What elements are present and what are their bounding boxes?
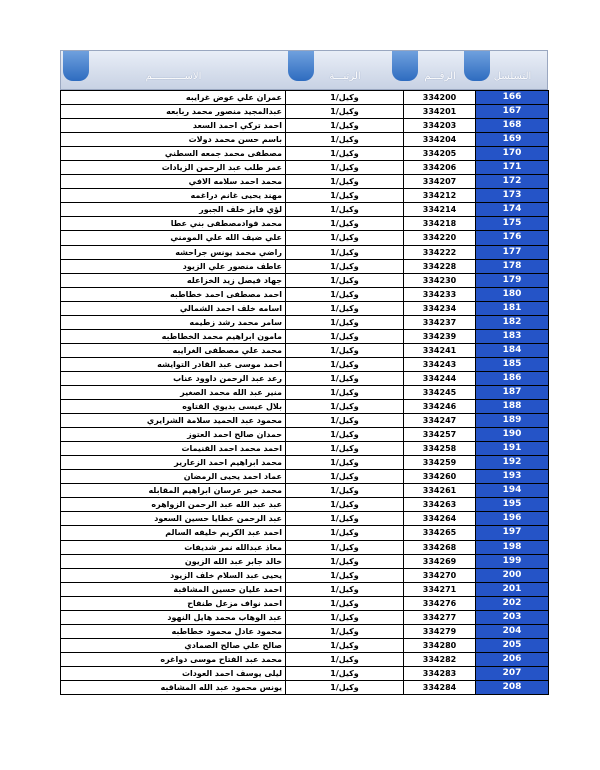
table-header (60, 50, 548, 90)
rank-cell: وكيل/1 (286, 498, 404, 512)
table-row (61, 273, 549, 287)
name-cell: محمد ابراهيم احمد الزعارير (61, 456, 286, 470)
table-row (61, 470, 549, 484)
number-cell: 334207 (404, 175, 476, 189)
table-row (61, 680, 549, 694)
table-row (61, 624, 549, 638)
number-cell: 334277 (404, 610, 476, 624)
number-cell: 334244 (404, 371, 476, 385)
serial-cell: 187 (476, 385, 549, 399)
rank-cell: وكيل/1 (286, 624, 404, 638)
number-cell: 334283 (404, 666, 476, 680)
table-row (61, 343, 549, 357)
serial-cell: 174 (476, 203, 549, 217)
rank-cell: وكيل/1 (286, 119, 404, 133)
roster-table (60, 90, 549, 695)
serial-cell: 191 (476, 442, 549, 456)
table-row (61, 329, 549, 343)
table-row (61, 357, 549, 371)
rank-cell: وكيل/1 (286, 442, 404, 456)
rank-cell: وكيل/1 (286, 666, 404, 680)
number-cell: 334257 (404, 428, 476, 442)
name-cell: علي ضيف الله علي المومني (61, 231, 286, 245)
serial-cell: 171 (476, 161, 549, 175)
header-serial-cell (476, 51, 549, 91)
rank-cell: وكيل/1 (286, 638, 404, 652)
name-cell: محمد خير عرسان ابراهيم المقابله (61, 484, 286, 498)
serial-cell: 167 (476, 105, 549, 119)
rank-cell: وكيل/1 (286, 470, 404, 484)
name-cell: محمد علي مصطفى الغرايبه (61, 343, 286, 357)
rank-cell: وكيل/1 (286, 371, 404, 385)
rank-cell: وكيل/1 (286, 273, 404, 287)
rank-cell: وكيل/1 (286, 315, 404, 329)
name-cell: عمر طلب عبد الرحمن الزيادات (61, 161, 286, 175)
header-rank: الرتبـــة (329, 71, 361, 82)
rank-cell: وكيل/1 (286, 287, 404, 301)
name-cell: مامون ابراهيم محمد الخطاطبه (61, 329, 286, 343)
number-cell: 334233 (404, 287, 476, 301)
serial-cell: 179 (476, 273, 549, 287)
name-cell: محمد فوادمصطفى بني عطا (61, 217, 286, 231)
name-cell: منير عبد الله محمد الصغير (61, 385, 286, 399)
serial-cell: 192 (476, 456, 549, 470)
rank-cell: وكيل/1 (286, 610, 404, 624)
name-cell: محمود عبد الحميد سلامة الشرايري (61, 414, 286, 428)
table-row (61, 175, 549, 189)
name-cell: عبد الوهاب محمد هايل النهود (61, 610, 286, 624)
number-cell: 334263 (404, 498, 476, 512)
number-cell: 334258 (404, 442, 476, 456)
name-cell: مهند يحيى غانم دراغمه (61, 189, 286, 203)
number-cell: 334245 (404, 385, 476, 399)
rank-cell: وكيل/1 (286, 259, 404, 273)
number-cell: 334237 (404, 315, 476, 329)
rank-cell: وكيل/1 (286, 554, 404, 568)
serial-cell: 195 (476, 498, 549, 512)
serial-cell: 186 (476, 371, 549, 385)
rank-cell: وكيل/1 (286, 526, 404, 540)
number-cell: 334280 (404, 638, 476, 652)
number-cell: 334230 (404, 273, 476, 287)
table-row (61, 385, 549, 399)
rank-cell: وكيل/1 (286, 456, 404, 470)
name-cell: اسامه خلف احمد الشمالي (61, 301, 286, 315)
table-row (61, 610, 549, 624)
number-cell: 334247 (404, 414, 476, 428)
rank-cell: وكيل/1 (286, 203, 404, 217)
rank-cell: وكيل/1 (286, 189, 404, 203)
serial-cell: 180 (476, 287, 549, 301)
table-row (61, 414, 549, 428)
roster-rows (61, 91, 549, 695)
name-cell: حمدان صالح احمد العتوز (61, 428, 286, 442)
table-row (61, 498, 549, 512)
serial-cell: 184 (476, 343, 549, 357)
table-row (61, 189, 549, 203)
rank-cell: وكيل/1 (286, 301, 404, 315)
name-cell: عمران علي عوض غرايبه (61, 91, 286, 105)
table-row (61, 428, 549, 442)
rank-cell: وكيل/1 (286, 428, 404, 442)
number-cell: 334206 (404, 161, 476, 175)
name-cell: معاذ عبدالله نمر شديفات (61, 540, 286, 554)
name-cell: يونس محمود عبد الله المشاقبه (61, 680, 286, 694)
name-cell: احمد مصطفى احمد خطاطبه (61, 287, 286, 301)
number-cell: 334268 (404, 540, 476, 554)
table-row (61, 301, 549, 315)
number-cell: 334284 (404, 680, 476, 694)
name-cell: عماد احمد يحيى الرمضان (61, 470, 286, 484)
rank-cell: وكيل/1 (286, 91, 404, 105)
serial-cell: 201 (476, 582, 549, 596)
serial-cell: 178 (476, 259, 549, 273)
header-name: الاســـــــــــم (145, 71, 202, 82)
rank-cell: وكيل/1 (286, 147, 404, 161)
serial-cell: 203 (476, 610, 549, 624)
header-number: الرقـــم (424, 71, 456, 82)
serial-cell: 183 (476, 329, 549, 343)
serial-cell: 176 (476, 231, 549, 245)
table-row (61, 666, 549, 680)
number-cell: 334261 (404, 484, 476, 498)
name-cell: احمد محمد احمد القنيمات (61, 442, 286, 456)
name-cell: سامر محمد رشد زطيمه (61, 315, 286, 329)
number-cell: 334228 (404, 259, 476, 273)
number-cell: 334200 (404, 91, 476, 105)
table-row (61, 540, 549, 554)
rank-cell: وكيل/1 (286, 133, 404, 147)
number-cell: 334264 (404, 512, 476, 526)
serial-cell: 197 (476, 526, 549, 540)
table-row (61, 287, 549, 301)
serial-cell: 204 (476, 624, 549, 638)
rank-cell: وكيل/1 (286, 245, 404, 259)
name-cell: عبد عبد الله عبد الرحمن الزواهره (61, 498, 286, 512)
number-cell: 334269 (404, 554, 476, 568)
table-row (61, 638, 549, 652)
name-cell: احمد عليان حسين المشاقبة (61, 582, 286, 596)
name-cell: احمد عبد الكريم خليفه السالم (61, 526, 286, 540)
rank-cell: وكيل/1 (286, 105, 404, 119)
serial-cell: 168 (476, 119, 549, 133)
header-rank-cell (286, 51, 404, 91)
table-row (61, 133, 549, 147)
table-row (61, 484, 549, 498)
table-row (61, 582, 549, 596)
table-row (61, 91, 549, 105)
serial-cell: 189 (476, 414, 549, 428)
table-row (61, 161, 549, 175)
table-row (61, 554, 549, 568)
number-cell: 334259 (404, 456, 476, 470)
serial-cell: 199 (476, 554, 549, 568)
number-cell: 334204 (404, 133, 476, 147)
serial-cell: 169 (476, 133, 549, 147)
number-cell: 334241 (404, 343, 476, 357)
serial-cell: 198 (476, 540, 549, 554)
name-cell: راضي محمد يونس جراحشه (61, 245, 286, 259)
serial-cell: 170 (476, 147, 549, 161)
serial-cell: 166 (476, 91, 549, 105)
serial-cell: 173 (476, 189, 549, 203)
name-cell: جهاد فيصل زيد الخزاعله (61, 273, 286, 287)
name-cell: بلال عيسى بديوي القتاوه (61, 400, 286, 414)
table-row (61, 526, 549, 540)
serial-cell: 194 (476, 484, 549, 498)
rank-cell: وكيل/1 (286, 540, 404, 554)
header-name-cell (61, 51, 286, 91)
table-row (61, 400, 549, 414)
table-row (61, 217, 549, 231)
name-cell: احمد نواف مزعل طنفاح (61, 596, 286, 610)
serial-cell: 190 (476, 428, 549, 442)
name-cell: محمد عبد الفتاح موسى دواغره (61, 652, 286, 666)
rank-cell: وكيل/1 (286, 680, 404, 694)
table-row (61, 245, 549, 259)
rank-cell: وكيل/1 (286, 652, 404, 666)
number-cell: 334279 (404, 624, 476, 638)
name-cell: ليلى يوسف احمد العودات (61, 666, 286, 680)
number-cell: 334246 (404, 400, 476, 414)
table-row (61, 147, 549, 161)
serial-cell: 188 (476, 400, 549, 414)
number-cell: 334205 (404, 147, 476, 161)
table-row (61, 119, 549, 133)
number-cell: 334265 (404, 526, 476, 540)
table-row (61, 371, 549, 385)
serial-cell: 193 (476, 470, 549, 484)
name-cell: رعد عبد الرحمن داوود عناب (61, 371, 286, 385)
serial-cell: 175 (476, 217, 549, 231)
name-cell: احمد موسى عبد القادر التوايشه (61, 357, 286, 371)
table-row (61, 512, 549, 526)
name-cell: عاطف منصور علي الزيود (61, 259, 286, 273)
number-cell: 334222 (404, 245, 476, 259)
rank-cell: وكيل/1 (286, 414, 404, 428)
rank-cell: وكيل/1 (286, 582, 404, 596)
rank-cell: وكيل/1 (286, 568, 404, 582)
serial-cell: 181 (476, 301, 549, 315)
number-cell: 334218 (404, 217, 476, 231)
number-cell: 334220 (404, 231, 476, 245)
name-cell: لؤي فايز خلف الجبور (61, 203, 286, 217)
table-row (61, 596, 549, 610)
table-row (61, 259, 549, 273)
name-cell: عبد الرحمن عطايا حسين السعود (61, 512, 286, 526)
number-cell: 334282 (404, 652, 476, 666)
rank-cell: وكيل/1 (286, 231, 404, 245)
rank-cell: وكيل/1 (286, 217, 404, 231)
table-row (61, 456, 549, 470)
name-cell: مصطفى محمد جمعه السطني (61, 147, 286, 161)
serial-cell: 206 (476, 652, 549, 666)
rank-cell: وكيل/1 (286, 484, 404, 498)
roster-sheet (60, 50, 548, 695)
rank-cell: وكيل/1 (286, 357, 404, 371)
table-row (61, 231, 549, 245)
name-cell: عبدالمجيد منصور محمد ربابعه (61, 105, 286, 119)
serial-cell: 208 (476, 680, 549, 694)
number-cell: 334276 (404, 596, 476, 610)
number-cell: 334201 (404, 105, 476, 119)
serial-cell: 196 (476, 512, 549, 526)
number-cell: 334243 (404, 357, 476, 371)
name-cell: احمد تركي احمد السعد (61, 119, 286, 133)
rank-cell: وكيل/1 (286, 385, 404, 399)
number-cell: 334214 (404, 203, 476, 217)
rank-cell: وكيل/1 (286, 175, 404, 189)
serial-cell: 207 (476, 666, 549, 680)
serial-cell: 202 (476, 596, 549, 610)
table-row (61, 442, 549, 456)
rank-cell: وكيل/1 (286, 596, 404, 610)
name-cell: صالح علي صالح الصمادي (61, 638, 286, 652)
rank-cell: وكيل/1 (286, 343, 404, 357)
number-cell: 334234 (404, 301, 476, 315)
number-cell: 334239 (404, 329, 476, 343)
serial-cell: 182 (476, 315, 549, 329)
number-cell: 334260 (404, 470, 476, 484)
number-cell: 334203 (404, 119, 476, 133)
name-cell: محمد احمد سلامه الافي (61, 175, 286, 189)
number-cell: 334271 (404, 582, 476, 596)
header-serial: التسلسل (493, 71, 532, 82)
table-row (61, 652, 549, 666)
number-cell: 334212 (404, 189, 476, 203)
rank-cell: وكيل/1 (286, 329, 404, 343)
name-cell: محمود عادل محمود خطاطبه (61, 624, 286, 638)
serial-cell: 200 (476, 568, 549, 582)
table-row (61, 315, 549, 329)
table-row (61, 105, 549, 119)
serial-cell: 172 (476, 175, 549, 189)
name-cell: خالد جابر عبد الله الزيون (61, 554, 286, 568)
rank-cell: وكيل/1 (286, 512, 404, 526)
serial-cell: 205 (476, 638, 549, 652)
table-row (61, 568, 549, 582)
serial-cell: 177 (476, 245, 549, 259)
serial-cell: 185 (476, 357, 549, 371)
rank-cell: وكيل/1 (286, 161, 404, 175)
name-cell: باسم حسن محمد دولات (61, 133, 286, 147)
number-cell: 334270 (404, 568, 476, 582)
rank-cell: وكيل/1 (286, 400, 404, 414)
table-row (61, 203, 549, 217)
name-cell: يحيى عبد السلام خلف الزيود (61, 568, 286, 582)
